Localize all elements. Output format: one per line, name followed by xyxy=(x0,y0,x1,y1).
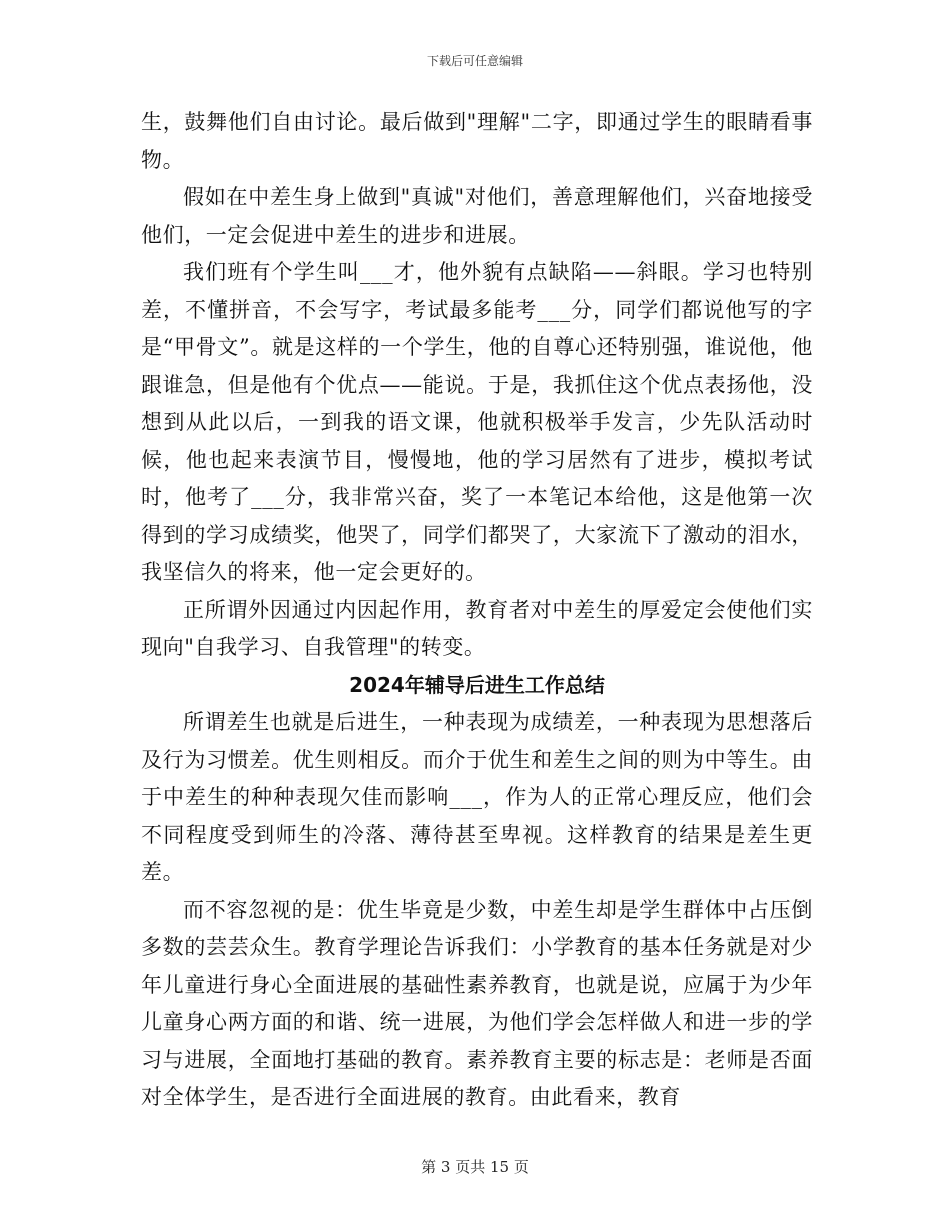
page-header: 下载后可任意编辑 xyxy=(426,54,523,68)
paragraph: 我们班有个学生叫___才，他外貌有点缺陷——斜眼。学习也特别差，不懂拼音，不会写字，考试最多能考___分，同学们都说他写的字是“甲骨文”。就是这样的一个学生，他的自尊心还特别强，谁说他，他跟谁急，但是他有个优点——能说。于是，我抓住这个优点表扬他，没想到从此以后，一到我的语文课，他就积极举手发言，少先队活动时候，他也起来表演节目，慢慢地，他的学习居然有了进步，模拟考试时，他考了___分，我非常兴奋，奖了一本笔记本给他，这是他第一次得到的学习成绩奖，他哭了，同学们都哭了，大家流下了激动的泪水，我坚信久的将来，他一定会更好的。 xyxy=(141,260,813,584)
paragraph: 而不容忽视的是：优生毕竟是少数，中差生却是学生群体中占压倒多数的芸芸众生。教育学理论告诉我们：小学教育的基本任务就是对少年儿童进行身心全面进展的基础性素养教育，也就是说，应属于为少年儿童身心两方面的和谐、统一进展，为他们学会怎样做人和进一步的学习与进展，全面地打基础的教育。素养教育主要的标志是：老师是否面对全体学生，是否进行全面进展的教育。由此看来，教育 xyxy=(141,897,813,1109)
paragraph: 假如在中差生身上做到"真诚"对他们，善意理解他们，兴奋地接受他们，一定会促进中差生的进步和进展。 xyxy=(141,185,813,247)
paragraph: 正所谓外因通过内因起作用，教育者对中差生的厚爱定会使他们实现向"自我学习、自我管理"的转变。 xyxy=(141,597,813,659)
page-footer: 第 3 页共 15 页 xyxy=(421,1158,529,1176)
paragraph: 生，鼓舞他们自由讨论。最后做到"理解"二字，即通过学生的眼睛看事物。 xyxy=(141,110,813,172)
section-title: 2024年辅导后进生工作总结 xyxy=(349,672,605,697)
document-body xyxy=(141,104,813,1117)
paragraph: 所谓差生也就是后进生，一种表现为成绩差，一种表现为思想落后及行为习惯差。优生则相反。而介于优生和差生之间的则为中等生。由于中差生的种种表现欠佳而影响___，作为人的正常心理反应，他们会不同程度受到师生的冷落、薄待甚至卑视。这样教育的结果是差生更差。 xyxy=(141,710,813,884)
